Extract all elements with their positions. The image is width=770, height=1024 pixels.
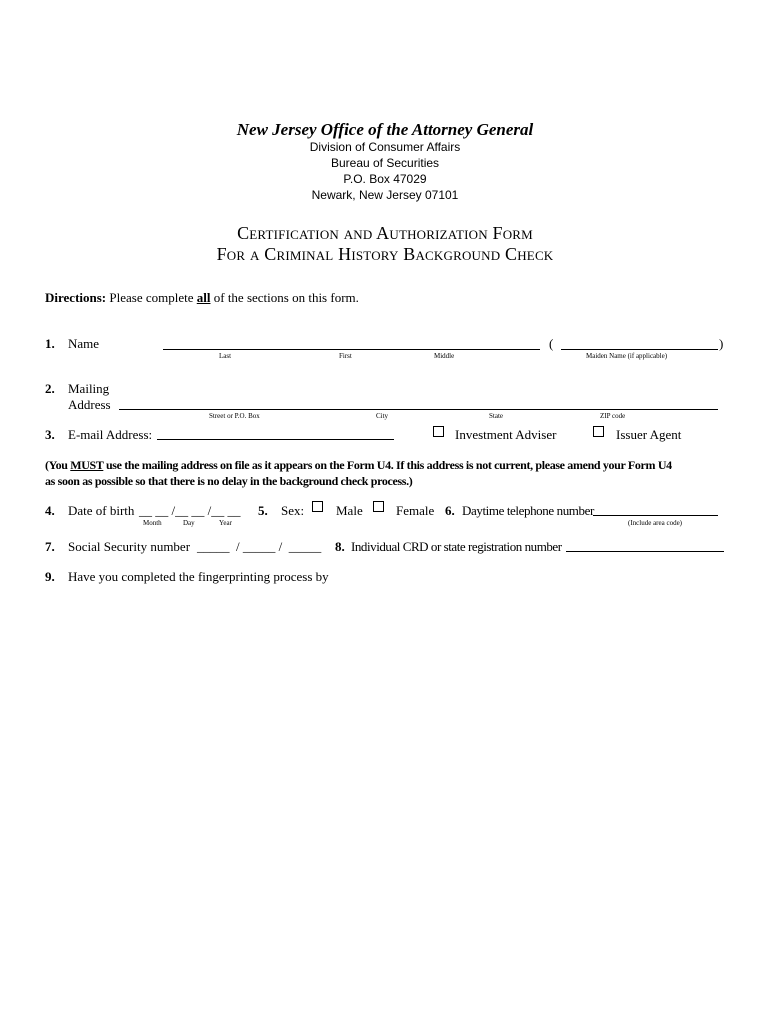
q9-number: 9. [45, 569, 55, 584]
sublabel-year: Year [219, 519, 232, 527]
notice-must: MUST [70, 458, 104, 472]
sublabel-first: First [339, 352, 352, 360]
crd-input-line[interactable] [566, 551, 724, 552]
q4-label: Date of birth [68, 503, 135, 518]
q7-number: 7. [45, 539, 55, 554]
po-box: P.O. Box 47029 [343, 172, 427, 186]
maiden-close-paren: ) [719, 336, 724, 351]
maiden-name-input-line[interactable] [561, 349, 718, 350]
city-address: Newark, New Jersey 07101 [311, 188, 459, 202]
sublabel-street: Street or P.O. Box [209, 412, 260, 420]
q8-number: 8. [335, 539, 345, 554]
q1-number: 1. [45, 336, 55, 351]
notice-line1-rest: use the mailing address on file as it appears on the Form U4. If this address is not current, please amend your Form U4 [103, 458, 672, 472]
female-label: Female [396, 503, 435, 518]
sublabel-zip: ZIP code [600, 412, 626, 420]
notice-pre: (You [45, 458, 71, 472]
investment-adviser-label: Investment Adviser [455, 427, 557, 442]
sublabel-area-code: (Include area code) [628, 519, 683, 527]
female-checkbox[interactable] [373, 501, 384, 512]
male-checkbox[interactable] [312, 501, 323, 512]
q6-label: Daytime telephone number [462, 503, 594, 518]
issuer-agent-checkbox[interactable] [593, 426, 604, 437]
sublabel-last: Last [219, 352, 232, 360]
q6-number: 6. [445, 503, 455, 518]
form-title-line2: For a Criminal History Background Check [216, 244, 554, 264]
phone-input-line[interactable] [593, 515, 718, 516]
q2-label-line2: Address [68, 397, 111, 412]
sublabel-day: Day [183, 519, 195, 527]
q9-label: Have you completed the fingerprinting process by [68, 569, 329, 584]
q8-label: Individual CRD or state registration number [351, 539, 562, 554]
directions [45, 290, 359, 306]
q2-label-line1: Mailing [68, 381, 110, 396]
notice-line2: as soon as possible so that there is no delay in the background check process.) [45, 474, 413, 488]
q4-number: 4. [45, 503, 55, 518]
q3-label: E-mail Address: [68, 427, 153, 442]
email-input-line[interactable] [157, 439, 394, 440]
sublabel-month: Month [143, 519, 162, 527]
q1-label: Name [68, 336, 100, 351]
sublabel-maiden: Maiden Name (if applicable) [586, 352, 668, 360]
sublabel-city: City [376, 412, 389, 420]
dob-input-blanks[interactable]: __ __ /__ __ /__ __ [139, 503, 241, 518]
investment-adviser-checkbox[interactable] [433, 426, 444, 437]
sublabel-middle: Middle [434, 352, 455, 360]
directions-label: Directions: [45, 290, 107, 305]
name-input-line[interactable] [163, 349, 540, 350]
sublabel-state: State [489, 412, 503, 420]
notice-line1 [45, 458, 672, 473]
issuer-agent-label: Issuer Agent [616, 427, 682, 442]
form-title-line1: Certification and Authorization Form [237, 223, 533, 243]
q5-label: Sex: [281, 503, 305, 518]
directions-text-post: of the sections on this form. [213, 290, 359, 305]
ssn-input-blanks[interactable]: _____ / _____ / _____ [197, 539, 322, 554]
q5-number: 5. [258, 503, 268, 518]
q2-number: 2. [45, 381, 55, 396]
office-title: New Jersey Office of the Attorney General [236, 120, 534, 139]
maiden-open-paren: ( [549, 336, 554, 351]
address-input-line[interactable] [119, 409, 718, 410]
division-name: Division of Consumer Affairs [309, 140, 461, 154]
male-label: Male [336, 503, 363, 518]
directions-text-pre: Please complete [109, 290, 194, 305]
directions-emphasis: all [196, 290, 211, 305]
bureau-name: Bureau of Securities [330, 156, 440, 170]
q3-number: 3. [45, 427, 55, 442]
q7-label: Social Security number [68, 539, 191, 554]
